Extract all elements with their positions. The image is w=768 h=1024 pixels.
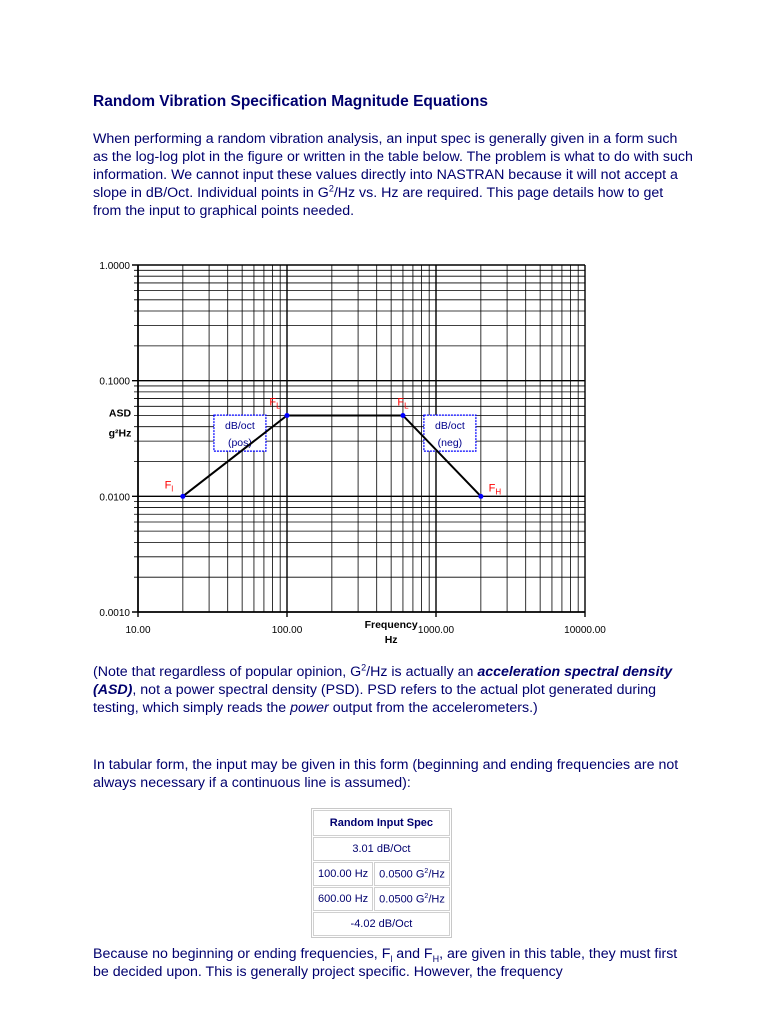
table-cell-freq: 600.00 Hz (313, 887, 373, 911)
table-row-slope-neg: -4.02 dB/Oct (313, 912, 450, 936)
asd-term: acceleration spectral density (ASD) (93, 664, 673, 698)
data-point (478, 494, 483, 499)
y-axis-label: g²Hz (108, 427, 132, 440)
table-header: Random Input Spec (313, 810, 450, 836)
point-label: $F_L$ (397, 396, 409, 411)
table-row (313, 862, 450, 886)
point-label: $F_H$ (488, 482, 502, 497)
power-term: power (290, 700, 329, 716)
x-axis-label: Frequency (364, 619, 418, 631)
intro-paragraph: When performing a random vibration analysis, an input spec is generally given in a form such as the log-log plot in the figure or written in the table below. The problem is what to do with such information. We cannot input these values directly into NASTRAN because it will not accept a slope in dB/Oct. Individual points in $G^2/Hz$ vs. Hz are required. This page details how to get from the input to graphical points needed. (93, 131, 693, 219)
y-tick-label: 0.1000 (99, 376, 130, 388)
y-axis-label: ASD (108, 407, 132, 420)
note-paragraph: (Note that regardless of popular opinion, $G^2/Hz$ is actually an acceleration spectral density (ASD), not a power spectral density (PSD). PSD refers to the actual plot generated during testing, which simply reads the power output from the accelerometers.) (93, 662, 673, 716)
table-row (313, 887, 450, 911)
tabular-paragraph: In tabular form, the input may be given in this form (beginning and ending frequencies are not always necessary if a continuous line is assumed): (93, 757, 679, 791)
table-row-slope-pos: 3.01 dB/Oct (313, 837, 450, 861)
random-input-spec-table (311, 808, 452, 938)
asd-log-log-chart (80, 250, 606, 650)
x-axis-label: Hz (384, 634, 398, 646)
annotation-text: (pos) (227, 437, 252, 450)
table-cell-freq: 100.00 Hz (313, 862, 373, 886)
y-tick-label: 1.0000 (99, 261, 130, 272)
annotation-text: dB/oct (225, 420, 255, 433)
page-title: Random Vibration Specification Magnitude Equations (93, 93, 488, 110)
point-label: $F_L$ (269, 396, 281, 411)
data-point (400, 413, 405, 418)
data-point (180, 494, 185, 499)
x-tick-label: 1000.00 (417, 625, 455, 636)
x-tick-label: 10.00 (125, 625, 151, 636)
table-cell-asd: 0.0500 $G^2/Hz$ (374, 862, 450, 886)
x-tick-label: 100.00 (271, 625, 303, 636)
data-point (285, 413, 290, 418)
table-cell-asd: 0.0500 $G^2/Hz$ (374, 887, 450, 911)
x-tick-label: 10000.00 (564, 625, 606, 636)
point-label: $F_l$ (164, 479, 174, 494)
final-paragraph: Because no beginning or ending frequencies, $F_l$ and $F_H$, are given in this table, they must first be decided upon. This is generally project specific. However, the frequency (93, 946, 678, 980)
y-tick-label: 0.0010 (99, 608, 130, 619)
annotation-text: dB/oct (435, 420, 465, 433)
annotation-text: (neg) (437, 437, 463, 450)
y-tick-label: 0.0100 (99, 492, 130, 504)
